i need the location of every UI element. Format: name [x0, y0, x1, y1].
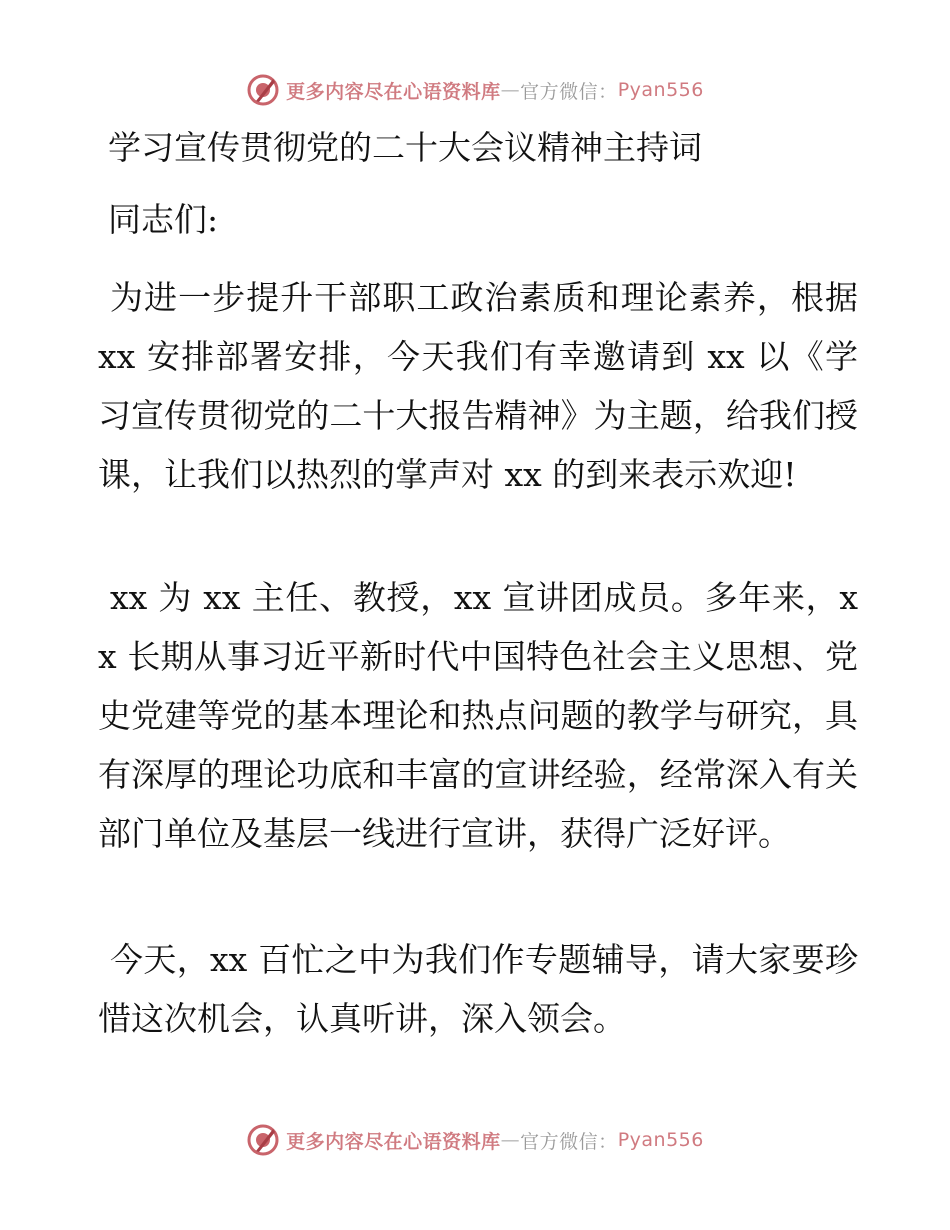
watermark-separator: —: [500, 79, 521, 101]
document-title: 学习宣传贯彻党的二十大会议精神主持词: [108, 128, 702, 167]
watermark-separator: —: [500, 1129, 521, 1151]
header-watermark: [0, 70, 950, 110]
watermark-text: 更多内容尽在心语资料库: [286, 80, 501, 103]
watermark-id: Pyan556: [617, 1129, 704, 1151]
footer-watermark: [0, 1120, 950, 1160]
paragraph-3: 今天，xx 百忙之中为我们作专题辅导，请大家要珍惜这次机会，认真听讲，深入领会。: [98, 940, 858, 1038]
document-greeting: 同志们:: [108, 200, 219, 239]
watermark-text: 更多内容尽在心语资料库: [286, 1130, 501, 1153]
quill-logo-icon: [246, 1123, 280, 1157]
watermark-label: 官方微信：: [520, 80, 618, 103]
paragraph-2: xx 为 xx 主任、教授，xx 宣讲团成员。多年来，xx 长期从事习近平新时代中国特色社会主义思想、党史党建等党的基本理论和热点问题的教学与研究，具有深厚的理论功底和丰富的宣讲经验，经常深入有关部门单位及基层一线进行宣讲，获得广泛好评。: [98, 578, 858, 853]
watermark-label: 官方微信：: [520, 1130, 618, 1153]
quill-logo-icon: [246, 73, 280, 107]
paragraph-1: 为进一步提升干部职工政治素质和理论素养，根据 xx 安排部署安排，今天我们有幸邀请到 xx 以《学习宣传贯彻党的二十大报告精神》为主题，给我们授课，让我们以热烈的掌声对 xx 的到来表示欢迎!: [98, 278, 858, 494]
watermark-id: Pyan556: [617, 79, 704, 101]
